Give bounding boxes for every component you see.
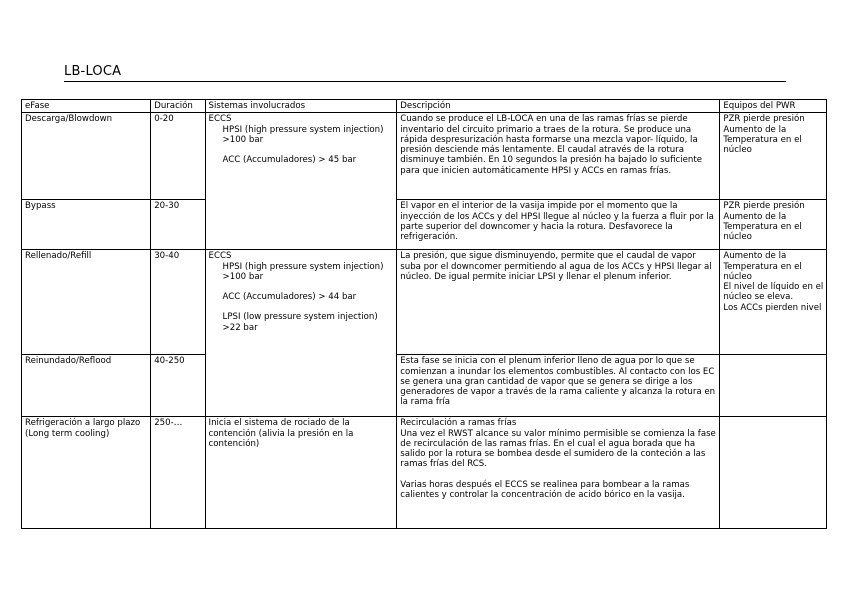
header-equipos: Equipos del PWR — [720, 100, 827, 113]
descripcion-paragraph-1: Una vez el RWST alcance su valor mínimo permisible se comienza la fase de recirculación de las ramas frías. En el cual el agua borada que ha salido por la rotura se bombea desde el sumidero de la conteción a las ramas frías del RCS. — [400, 428, 716, 470]
table-row — [22, 355, 827, 417]
cell-equipos — [720, 355, 827, 417]
cell-equipos: Aumento de la Temperatura en el núcleo El nivel de líquido en el núcleo se eleva. Los ACCs pierden nivel — [720, 250, 827, 355]
cell-sistemas: Inicia el sistema de rociado de la contención (alivia la presión en la contención) — [205, 417, 397, 529]
cell-equipos: PZR pierde presión Aumento de la Temperatura en el núcleo — [720, 200, 827, 250]
table-row — [22, 200, 827, 250]
document-title: LB-LOCA — [64, 64, 122, 79]
cell-fase: Refrigeración a largo plazo (Long term cooling) — [22, 417, 151, 529]
cell-duracion: 0-20 — [151, 113, 205, 200]
header-fase: eFase — [22, 100, 151, 113]
table-row — [22, 113, 827, 200]
cell-descripcion: El vapor en el interior de la vasija impide por el momento que la inyección de los ACCs y del HPSI llegue al núcleo y la fuerza a fluir por la parte superior del downcomer y hacia la rotura. Desfavorece la refrigeración. — [397, 200, 720, 250]
sistemas-title: ECCS — [208, 251, 232, 262]
cell-descripcion: Esta fase se inicia con el plenum inferior lleno de agua por lo que se comienzan a inundar los elementos combustibles. Al contacto con los EC se genera una gran cantidad de vapor que se genera se dirige a los generadores de vapor a través de la rama caliente y alcanza la rotura en la rama fría — [397, 355, 720, 417]
cell-equipos — [720, 417, 827, 529]
title-underline — [64, 81, 786, 82]
cell-duracion: 30-40 — [151, 250, 205, 355]
cell-duracion: 250-… — [151, 417, 205, 529]
descripcion-paragraph-2: Varias horas después el ECCS se realinea para bombear a la ramas calientes y controlar la concentración de acido bórico en la vasija. — [400, 479, 690, 501]
sistemas-hpsi: HPSI (high pressure system injection) >100 bar — [222, 124, 384, 145]
cell-descripcion — [397, 417, 720, 529]
cell-sistemas-group1 — [205, 113, 397, 250]
table-row — [22, 250, 827, 355]
cell-duracion: 40-250 — [151, 355, 205, 417]
header-descripcion: Descripción — [397, 100, 720, 113]
table-header-row — [22, 100, 827, 113]
sistemas-hpsi: HPSI (high pressure system injection) >100 bar — [222, 261, 384, 282]
header-sistemas: Sistemas involucrados — [205, 100, 397, 113]
descripcion-title: Recirculación a ramas frías — [400, 418, 517, 429]
table-row — [22, 417, 827, 529]
cell-fase: Descarga/Blowdown — [22, 113, 151, 200]
sistemas-lpsi: LPSI (low pressure system injection) >22 bar — [222, 312, 378, 333]
cell-equipos: PZR pierde presión Aumento de la Temperatura en el núcleo — [720, 113, 827, 200]
sistemas-acc: ACC (Accumuladores) > 44 bar — [222, 292, 357, 303]
cell-fase: Rellenado/Refill — [22, 250, 151, 355]
cell-descripcion: Cuando se produce el LB-LOCA en una de las ramas frías se pierde inventario del circuito primario a traes de la rotura. Se produce una rápida despresurización hasta formarse una mezcla vapor- líquido, la presión desciende más lentamente. El caudal através de la rotura disminuye también. En 10 segundos la presión ha bajado lo suficiente para que inicien automáticamente HPSI y ACCs en ramas frías. — [397, 113, 720, 200]
sistemas-acc: ACC (Accumuladores) > 45 bar — [222, 155, 357, 166]
cell-descripcion: La presión, que sigue disminuyendo, permite que el caudal de vapor suba por el downcomer permitiendo al agua de los ACCs y HPSI llegar al núcleo. De igual permite iniciar LPSI y llenar el plenum inferior. — [397, 250, 720, 355]
loca-phases-table — [21, 99, 827, 529]
cell-fase: Reinundado/Reflood — [22, 355, 151, 417]
header-duracion: Duración — [151, 100, 205, 113]
cell-duracion: 20-30 — [151, 200, 205, 250]
cell-fase: Bypass — [22, 200, 151, 250]
sistemas-title: ECCS — [208, 114, 232, 125]
cell-sistemas-group2 — [205, 250, 397, 417]
